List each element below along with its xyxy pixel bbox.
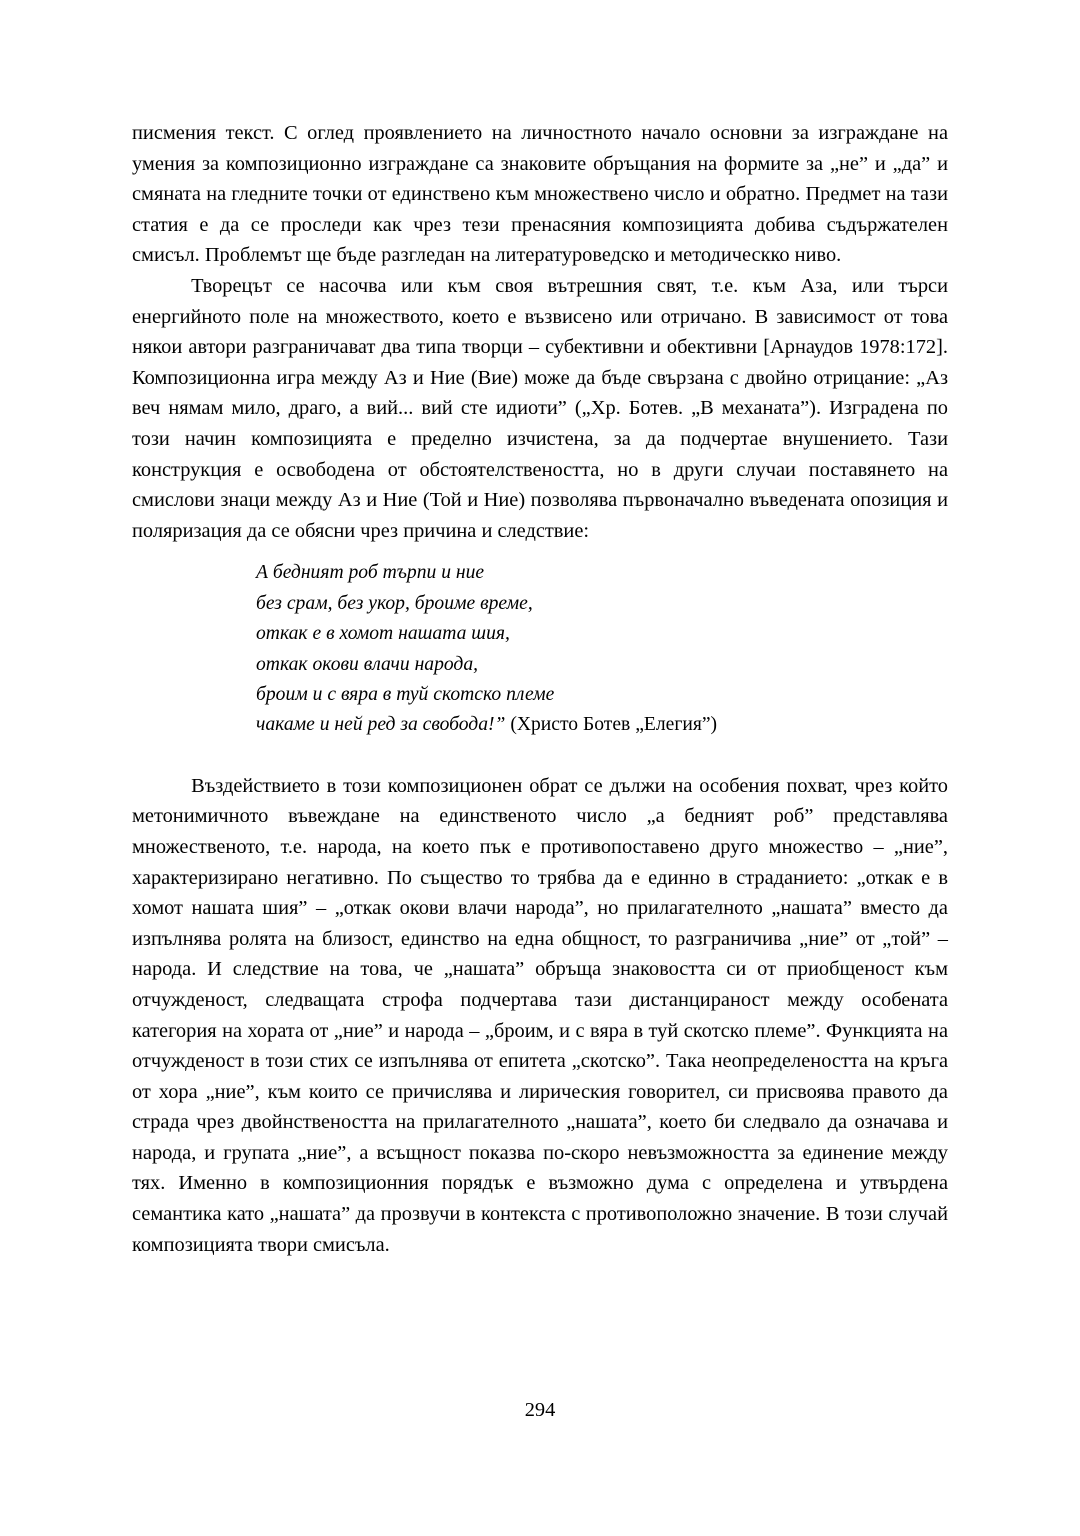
quote-bottom-spacer [132,741,948,771]
paragraph-1: писмения текст. С оглед проявлението на личностното начало основни за изграждане на умения за композиционно изграждане са знаковите обръщания на формите за „не” и „да” и смяната на гледните точки от единствено към множествено число и обратно. Предмет на тази статия е да се проследи как чрез тези пренасяния композицията добива съдържателен смисъл. Проблемът ще бъде разгледан на литературоведско и методическко ниво. [132,122,948,267]
page-body [132,118,948,1260]
verse-line-3: откак е в хомот нашата шия, [256,623,510,645]
quote-top-spacer [132,546,948,558]
verse-last-line: чакаме и ней ред за свобода!” [256,714,506,736]
verse-line-4: откак окови влачи народа, [256,653,479,675]
quote-attribution: (Христо Ботев „Елегия”) [505,714,718,736]
verse-quote [132,558,948,740]
verse-line-6 [256,710,948,740]
paragraph-3: Въздействието в този композиционен обрат се дължи на особения похват, чрез който метонимичното въвеждане на единственото число „а бедният роб” представлява множественото, т.е. народа, на което пък е противопоставено друго множество – „ние”, характеризирано негативно. По същество то трябва да е единно в страданието: „откак е в хомот нашата шия” – „откак окови влачи народа”, но прилагателното „нашата” вместо да изпълнява ролята на близост, единство на една общност, то разграничива „ние” от „той” – народа. И следствие на това, че „нашата” обръща знаковостта си от приобщеност към отчужденост, следващата строфа подчертава тази дистанцираност между особената категория на хората от „ние” и народа – „броим, и с вяра в туй скотско племе”. Функцията на отчужденост в този стих се изпълнява от епитета „скотско”. Така неопределеността на кръга от хора „ние”, към които се причислява и лирическия говорител, си присвоява правото да страда чрез двойнствеността на прилагателното „нашата”, което би следвало да означава и народа, и групата „ние”, а всъщност показва по-скоро невъзможността за единение между тях. Именно в композиционния порядък е възможно дума с определена и утвърдена семантика като „нашата” да прозвучи в контекста с противоположно значение. В този случай композицията твори смисъла. [132,774,948,1256]
page-number: 294 [524,1399,556,1421]
verse-line-5: броим и с вяра в туй скотско племе [256,683,555,705]
paragraph-2: Творецът се насочва или към своя вътрешния свят, т.е. към Аза, или търси енергийното поле на множеството, което е възвисено или отричано. В зависимост от това някои автори разграничават два типа творци – субективни и обективни [Арнаудов 1978:172]. Композиционна игра между Аз и Ние (Вие) може да бъде свързана с двойно отрицание: „Аз веч нямам мило, драго, а вий... вий сте идиоти” („Хр. Ботев. „В механата”). Изградена по този начин композицията е пределно изчистена, за да подчертае внушението. Тази конструкция е освободена от обстоятелствеността, но в други случаи поставянето на смислови знаци между Аз и Ние (Той и Ние) позволява първоначално въведената опозиция и поляризация да се обясни чрез причина и следствие: [132,274,948,542]
verse-line-2: без срам, без укор, броиме време, [256,592,533,614]
verse-line-1: А бедният роб търпи и ние [256,562,485,584]
